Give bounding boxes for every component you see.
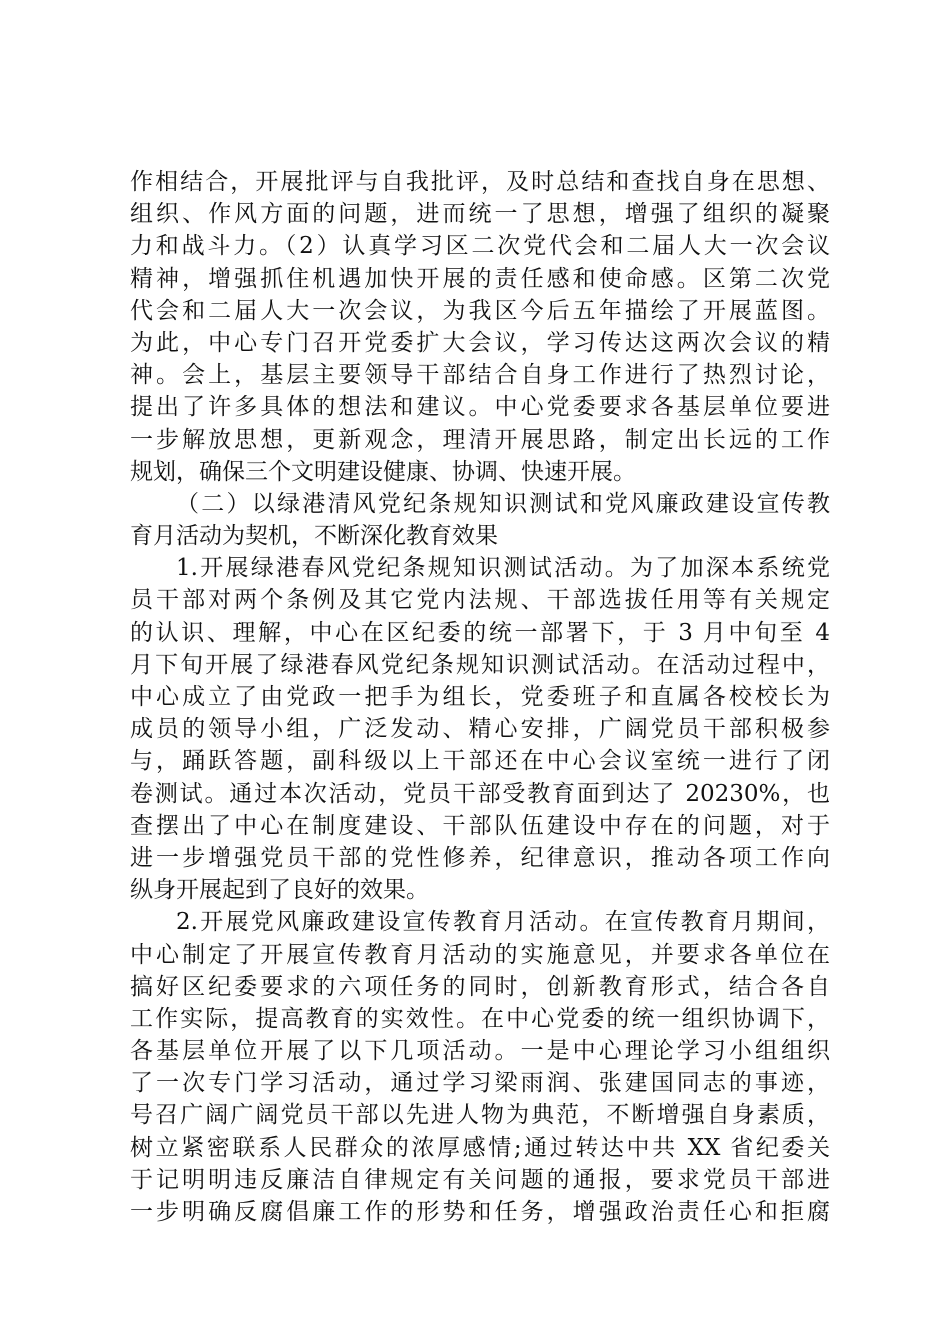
paragraph-item-1 xyxy=(130,552,830,906)
document-page xyxy=(130,166,830,1228)
text-line: 进一步增强党员干部的党性修养，纪律意识，推动各项工作向 xyxy=(130,844,830,871)
text-line: 提出了许多具体的想法和建议。中心党委要求各基层单位要进 xyxy=(130,394,830,421)
text-line: 2.开展党风廉政建设宣传教育月活动。在宣传教育月期间， xyxy=(176,909,830,936)
paragraph-1 xyxy=(130,166,830,488)
text-line: 一步明确反腐倡廉工作的形势和任务，增强政治责任心和拒腐 xyxy=(130,1199,830,1225)
text-line: 中心成立了由党政一把手为组长，党委班子和直属各校校长为 xyxy=(130,684,830,710)
paragraph-item-2 xyxy=(130,906,830,1228)
text-line: 精神，增强抓住机遇加快开展的责任感和使命感。区第二次党 xyxy=(130,265,830,292)
text-line: 作相结合，开展批评与自我批评，及时总结和查找自身在思想、 xyxy=(130,169,830,195)
text-line: 代会和二届人大一次会议，为我区今后五年描绘了开展蓝图。 xyxy=(130,297,830,324)
text-line: 查摆出了中心在制度建设、干部队伍建设中存在的问题，对于 xyxy=(130,812,830,839)
text-line: 的认识、理解，中心在区纪委的统一部署下，于 3 月中旬至 4 xyxy=(130,619,830,646)
text-line: 搞好区纪委要求的六项任务的同时，创新教育形式，结合各自 xyxy=(130,973,830,1000)
text-line: 中心制定了开展宣传教育月活动的实施意见，并要求各单位在 xyxy=(130,941,830,968)
text-line: 与，踊跃答题，副科级以上干部还在中心会议室统一进行了闭 xyxy=(130,748,830,775)
text-line: 纵身开展起到了良好的效果。 xyxy=(130,877,429,904)
text-line: 规划，确保三个文明建设健康、协调、快速开展。 xyxy=(130,458,636,485)
heading-line: 育月活动为契机，不断深化教育效果 xyxy=(130,523,498,550)
text-line: 号召广阔广阔党员干部以先进人物为典范，不断增强自身素质， xyxy=(130,1102,830,1129)
text-line: 1.开展绿港春风党纪条规知识测试活动。为了加深本系统党 xyxy=(176,555,830,582)
text-line: 员干部对两个条例及其它党内法规、干部选拔任用等有关规定 xyxy=(130,587,830,614)
text-line: 力和战斗力。（2）认真学习区二次党代会和二届人大一次会议 xyxy=(130,233,830,260)
text-line: 神。会上，基层主要领导干部结合自身工作进行了热烈讨论， xyxy=(130,362,830,389)
text-line: 组织、作风方面的问题，进而统一了思想，增强了组织的凝聚 xyxy=(130,201,830,228)
section-heading xyxy=(130,488,830,552)
text-line: 卷测试。通过本次活动，党员干部受教育面到达了 20230%，也 xyxy=(130,780,830,807)
text-line: 树立紧密联系人民群众的浓厚感情;通过转达中共 XX 省纪委关 xyxy=(130,1134,830,1161)
text-line: 了一次专门学习活动，通过学习梁雨润、张建国同志的事迹， xyxy=(130,1070,830,1097)
text-line: 为此，中心专门召开党委扩大会议，学习传达这两次会议的精 xyxy=(130,329,830,356)
text-line: 于记明明违反廉洁自律规定有关问题的通报，要求党员干部进 xyxy=(130,1166,830,1193)
text-line: 各基层单位开展了以下几项活动。一是中心理论学习小组组织 xyxy=(130,1038,830,1065)
text-line: 工作实际，提高教育的实效性。在中心党委的统一组织协调下， xyxy=(130,1005,830,1032)
text-line: 一步解放思想，更新观念，理清开展思路，制定出长远的工作 xyxy=(130,426,830,453)
text-line: 月下旬开展了绿港春风党纪条规知识测试活动。在活动过程中， xyxy=(130,651,830,678)
text-line: 成员的领导小组，广泛发动、精心安排，广阔党员干部积极参 xyxy=(130,716,830,743)
heading-line: （二）以绿港清风党纪条规知识测试和党风廉政建设宣传教 xyxy=(176,490,830,517)
